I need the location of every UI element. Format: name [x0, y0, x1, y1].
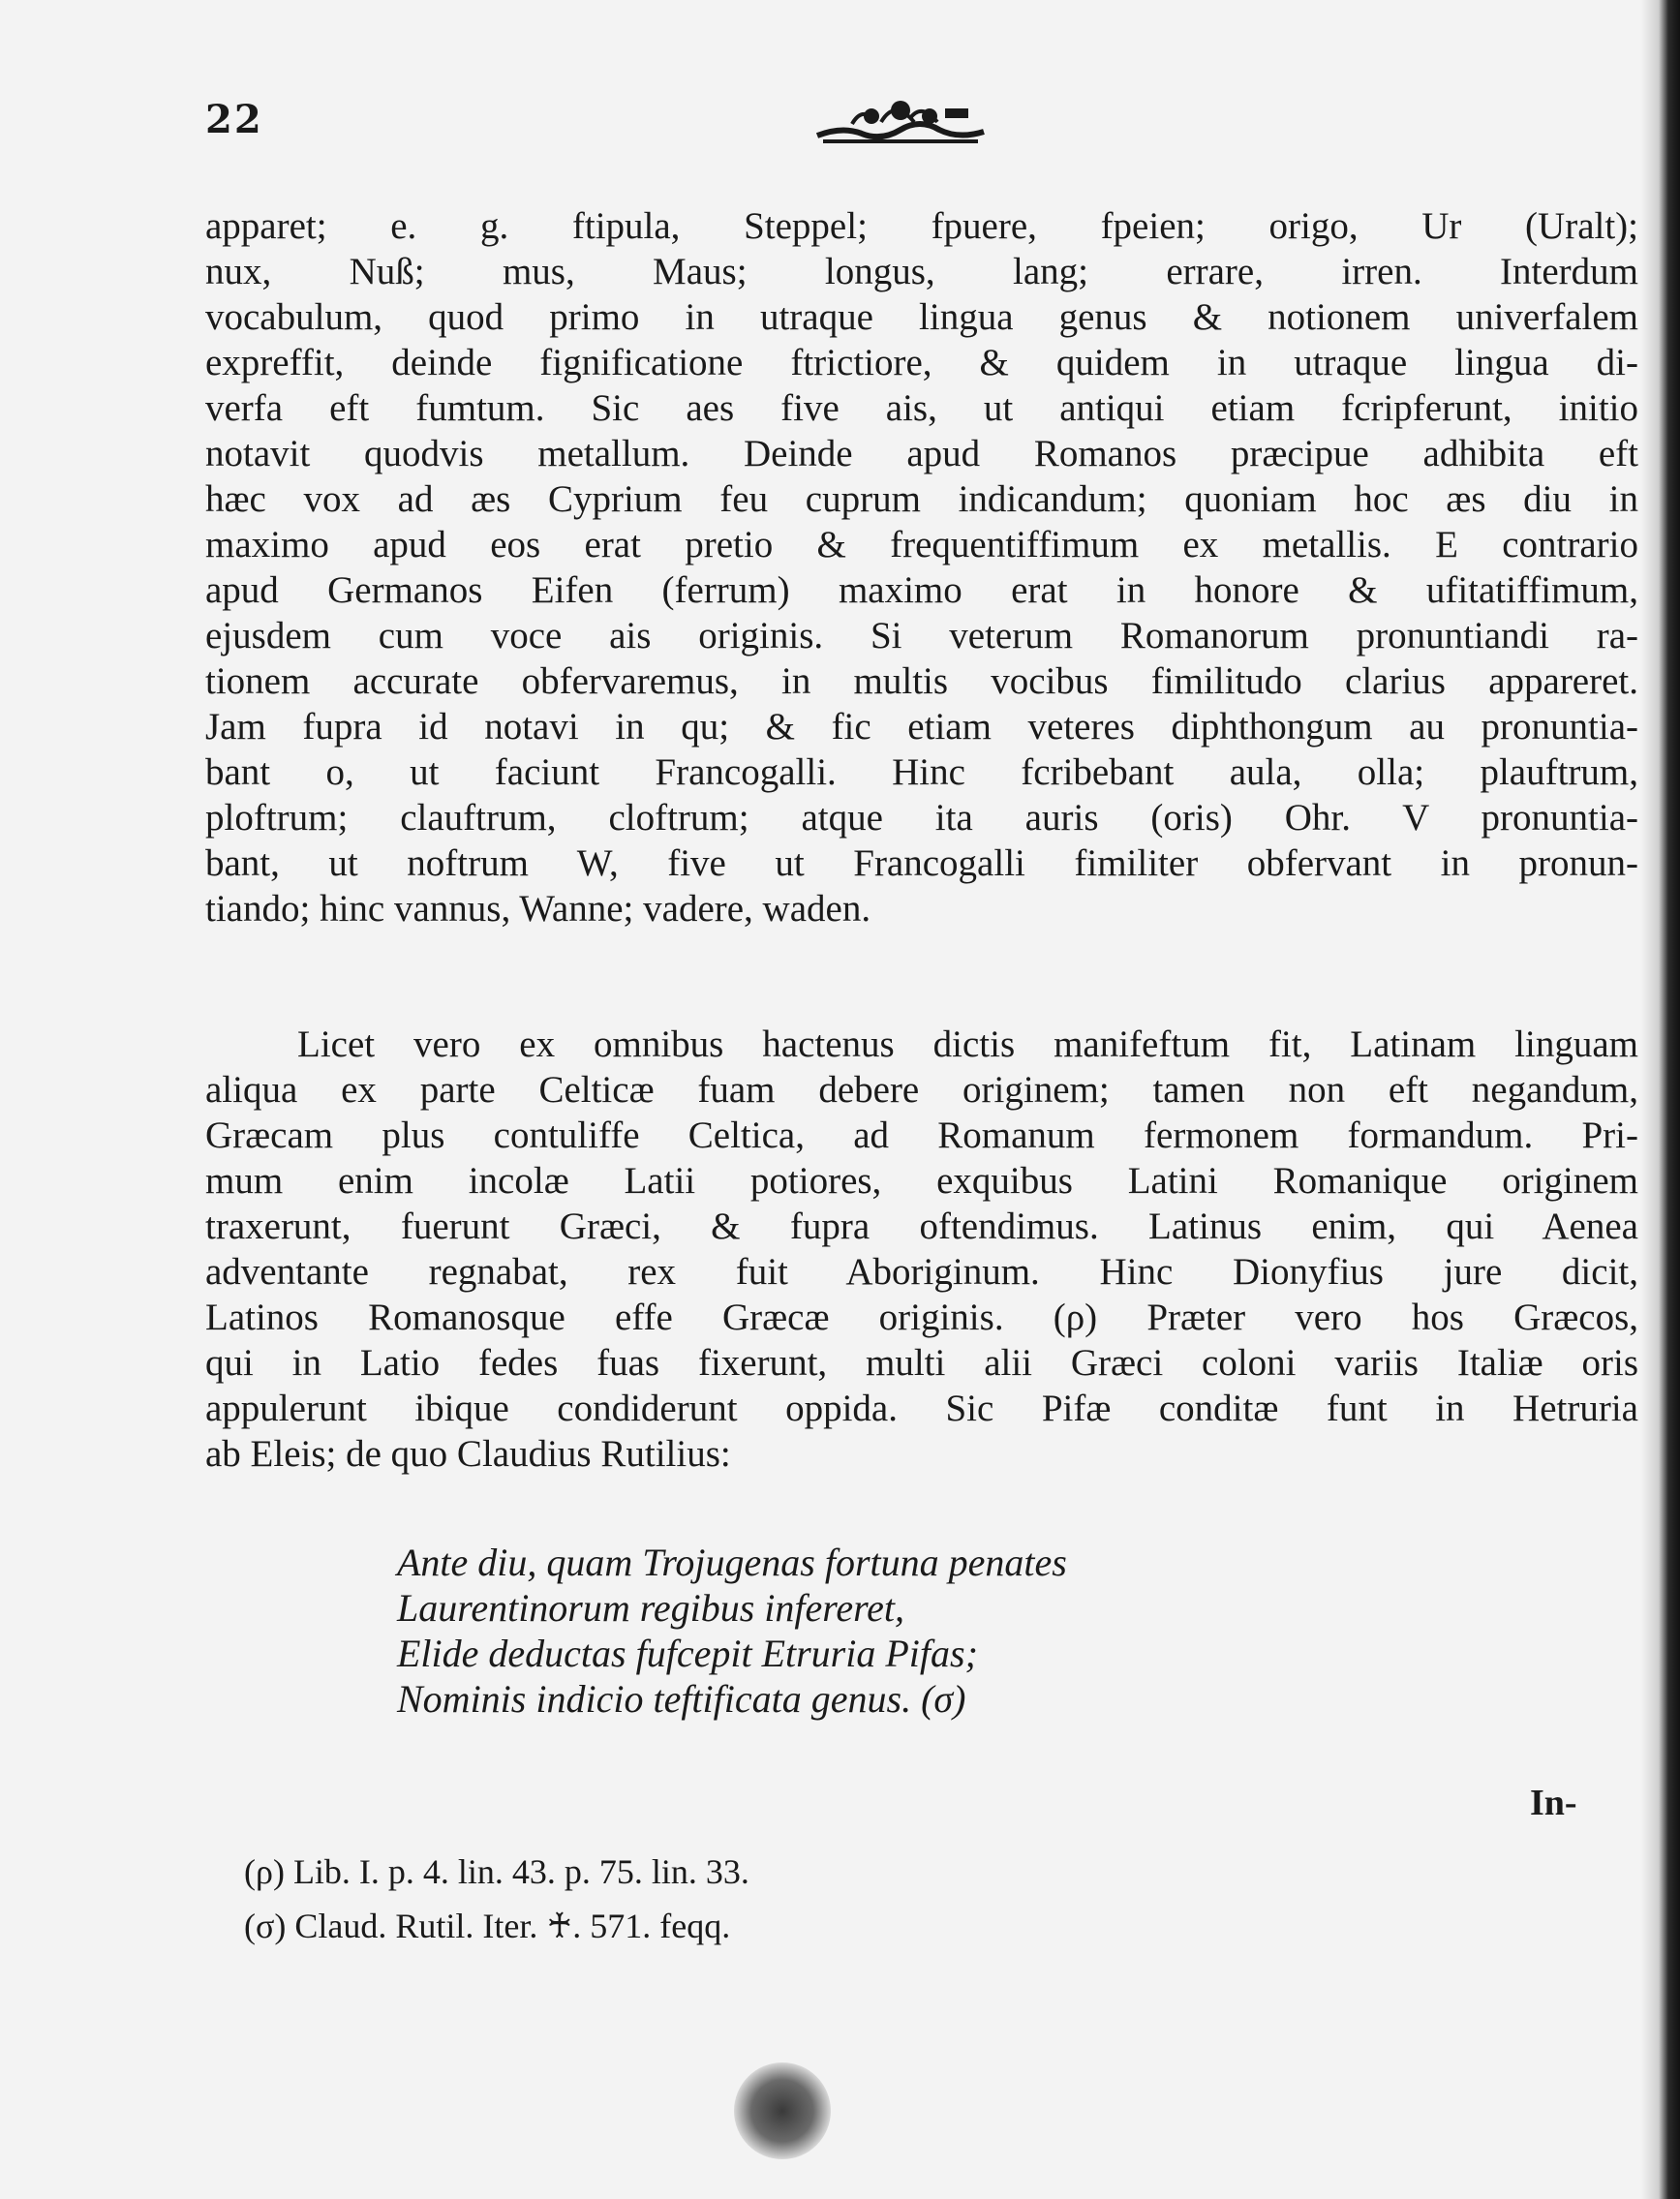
text-line: tionem accurate obfervaremus, in multis vocibus fimilitudo clarius appareret. [205, 660, 1638, 702]
page-edge-shadow [1641, 0, 1680, 2199]
footnote: (ρ) Lib. I. p. 4. lin. 43. p. 75. lin. 33. [244, 1852, 749, 1891]
text-line: ab Eleis; de quo Claudius Rutilius: [205, 1433, 731, 1475]
ink-smudge [734, 2062, 831, 2159]
catchword: In- [1530, 1783, 1577, 1823]
text-line: qui in Latio fedes fuas fixerunt, multi alii Græci coloni variis Italiæ oris [205, 1342, 1638, 1384]
text-line: verfa eft fumtum. Sic aes five ais, ut antiqui etiam fcripferunt, initio [205, 387, 1638, 429]
verse-line: Elide deductas fufcepit Etruria Pifas; [397, 1632, 978, 1675]
footnote: (σ) Claud. Rutil. Iter. ♰. 571. feqq. [244, 1907, 731, 1945]
text-line: mum enim incolæ Latii potiores, exquibus Latini Romanique originem [205, 1160, 1638, 1202]
verse-line: Laurentinorum regibus infereret, [397, 1586, 905, 1630]
text-line: notavit quodvis metallum. Deinde apud Romanos præcipue adhibita eft [205, 433, 1638, 474]
text-line: hæc vox ad æs Cyprium feu cuprum indicandum; quoniam hoc æs diu in [205, 478, 1638, 520]
header-ornament-icon [813, 97, 988, 151]
text-line: Licet vero ex omnibus hactenus dictis manifeftum fit, Latinam linguam [297, 1023, 1638, 1065]
text-line: expreffit, deinde fignificatione ftrictiore, & quidem in utraque lingua di- [205, 342, 1638, 383]
text-line: bant o, ut faciunt Francogalli. Hinc fcribebant aula, olla; plauftrum, [205, 751, 1638, 793]
verse-quotation [397, 1540, 1365, 1722]
text-line: nux, Nuß; mus, Maus; longus, lang; errare, irren. Interdum [205, 251, 1638, 292]
text-line: apparet; e. g. ftipula, Steppel; fpuere, fpeien; origo, Ur (Uralt); [205, 205, 1638, 247]
paragraph-1 [205, 203, 1638, 932]
text-line: vocabulum, quod primo in utraque lingua genus & notionem univerfalem [205, 296, 1638, 338]
verse-line: Nominis indicio teftificata genus. (σ) [397, 1677, 966, 1721]
text-line: ejusdem cum voce ais originis. Si veterum Romanorum pronuntiandi ra- [205, 615, 1638, 657]
verse-line: Ante diu, quam Trojugenas fortuna penates [397, 1541, 1067, 1584]
text-line: tiando; hinc vannus, Wanne; vadere, waden. [205, 888, 871, 930]
paragraph-2 [205, 1022, 1638, 1477]
text-line: aliqua ex parte Celticæ fuam debere originem; tamen non eft negandum, [205, 1069, 1638, 1111]
text-line: apud Germanos Eifen (ferrum) maximo erat in honore & ufitatiffimum, [205, 569, 1638, 611]
page-number: 22 [205, 97, 263, 142]
text-line: Græcam plus contuliffe Celtica, ad Romanum fermonem formandum. Pri- [205, 1115, 1638, 1156]
text-line: traxerunt, fuerunt Græci, & fupra oftendimus. Latinus enim, qui Aenea [205, 1206, 1638, 1247]
text-line: adventante regnabat, rex fuit Aboriginum. Hinc Dionyfius jure dicit, [205, 1251, 1638, 1293]
text-line: bant, ut noftrum W, five ut Francogalli fimiliter obfervant in pronun- [205, 842, 1638, 884]
text-line: appulerunt ibique condiderunt oppida. Sic Pifæ conditæ funt in Hetruria [205, 1388, 1638, 1429]
text-line: Latinos Romanosque effe Græcæ originis. (ρ) Præter vero hos Græcos, [205, 1297, 1638, 1338]
text-line: maximo apud eos erat pretio & frequentiffimum ex metallis. E contrario [205, 524, 1638, 565]
text-line: ploftrum; clauftrum, cloftrum; atque ita auris (oris) Ohr. V pronuntia- [205, 797, 1638, 839]
text-line: Jam fupra id notavi in qu; & fic etiam veteres diphthongum au pronuntia- [205, 706, 1638, 748]
footnotes [244, 1845, 1503, 1953]
